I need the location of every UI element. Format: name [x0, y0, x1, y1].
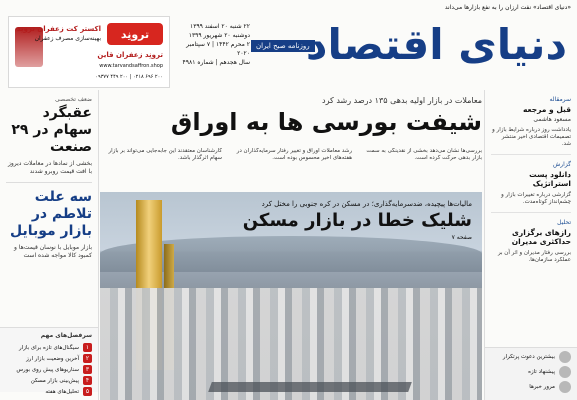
right-title-2: دانلود پست استراتژیک — [529, 170, 571, 188]
lead-paragraph: رشد معاملات اوراق و تغییر رفتار سرمایه‌گذاران در هفته‌های اخیر محسوس بوده است. — [236, 148, 352, 161]
ad-line-3: ترونِد زعفران قاین — [97, 51, 163, 59]
city-photo — [100, 192, 482, 400]
photo-title: شلیک خطا در بازار مسکن — [242, 210, 472, 231]
avatar-icon — [559, 351, 571, 363]
left-divider — [6, 182, 92, 183]
photo-note: صفحه ۷ — [451, 234, 472, 241]
right-column — [484, 90, 577, 400]
right-text-3: بررسی رفتار مدیران و اثر آن بر عملکرد سازمان‌ها. — [497, 250, 571, 263]
list-text: آخرین وضعیت بازار ارز — [26, 355, 79, 362]
left-headline-1: عقبگرد سهام در ۲۹ صنعت — [11, 105, 92, 155]
list-number: ۵ — [83, 387, 92, 396]
lead-paragraph: بررسی‌ها نشان می‌دهد بخشی از نقدینگی به سمت بازار بدهی حرکت کرده است. — [366, 148, 482, 161]
left-list-item — [6, 354, 92, 363]
date-line-1: ۲۲ شنبه ۲۰ اسفند ۱۳۹۹ — [190, 23, 250, 30]
left-summary-2: بازار موبایل با نوسان قیمت‌ها و کمبود کالا مواجه شده است — [14, 244, 92, 259]
lead-columns — [100, 148, 482, 188]
lead-paragraph: کارشناسان معتقدند این جابه‌جایی می‌تواند بر بازار سهام اثرگذار باشد. — [108, 148, 222, 161]
right-section-3: تحلیل — [557, 219, 571, 226]
left-list-title: سرفصل‌های مهم — [40, 332, 92, 339]
saffron-ad — [8, 16, 170, 88]
right-box-text: بیشترین دعوت پرتکرار — [502, 354, 555, 360]
left-kicker: ضعف تخصصی — [54, 96, 92, 103]
left-list-item — [6, 376, 92, 385]
date-block — [175, 22, 250, 67]
ad-line-1: اکستر کت زعفران ترونِد — [16, 25, 101, 33]
list-number: ۴ — [83, 376, 92, 385]
right-box-item — [491, 366, 571, 378]
right-text-1: یادداشت روز درباره شرایط بازار و تصمیمات اقتصادی اخیر منتشر شد. — [492, 127, 571, 147]
right-byline-1: مسعود هاشمی — [533, 116, 571, 123]
list-text: سناریوهای پیش روی بورس — [16, 366, 79, 373]
right-box-item — [491, 381, 571, 393]
jar-image — [15, 27, 43, 67]
highway — [208, 382, 412, 392]
left-list-item — [6, 365, 92, 374]
ad-url: www.tarvandsaffron.shop — [99, 63, 163, 69]
list-number: ۲ — [83, 354, 92, 363]
right-box-text: مرور خبرها — [529, 384, 555, 390]
right-divider-2 — [491, 212, 571, 213]
list-number: ۱ — [83, 343, 92, 352]
left-list-box — [0, 327, 98, 395]
left-summary-1: بخشی از نمادها در معاملات دیروز با افت قیمت روبرو شدند — [7, 160, 92, 175]
list-text: تحلیل‌های هفته — [45, 388, 79, 395]
right-section-2: گزارش — [552, 161, 571, 168]
right-box-text: پیشنهاد تازه — [528, 369, 555, 375]
right-divider-1 — [491, 154, 571, 155]
masthead-tagline: روزنامه صبح ایران — [251, 40, 315, 52]
list-text: سیگنال‌های تازه برای بازار — [19, 344, 79, 351]
date-line-3: ۲ محرم ۱۴۴۲ | ۷ سپتامبر ۲۰۲۰ — [186, 41, 250, 57]
right-section-1: سرمقاله — [549, 96, 571, 103]
right-title-1: قبل و مرجعه — [522, 105, 571, 114]
list-number: ۳ — [83, 365, 92, 374]
right-title-3: رازهای برگزاری حداکثری مدیران — [511, 228, 571, 246]
left-list-item — [6, 387, 92, 396]
list-text: پیش‌بینی بازار مسکن — [30, 377, 79, 384]
avatar-icon — [559, 381, 571, 393]
left-headline-2: سه علت تلاطم در بازار موبایل — [9, 189, 92, 239]
date-line-2: دوشنبه ۲۰ شهریور ۱۳۹۹ — [188, 32, 250, 39]
date-line-4: سال هجدهم | شماره ۴۹۸۱ — [182, 59, 250, 66]
right-box-item — [491, 351, 571, 363]
left-list-item — [6, 343, 92, 352]
right-text-2: گزارشی درباره تغییرات بازار و چشم‌انداز کوتاه‌مدت. — [501, 192, 571, 205]
left-column — [0, 90, 99, 400]
masthead — [247, 16, 567, 80]
main-headline: شیفت بورسی ها به اوراق — [170, 108, 482, 136]
top-strip-right: «دنیای اقتصاد» نفت ارزان را به نفع بازارها می‌داند — [444, 4, 571, 11]
masthead-title: دنیای اقتصاد — [305, 20, 567, 69]
main-story — [100, 90, 482, 400]
ad-phones: ۰۹۳۷۷ ۴۴۹ ۲۰۰ | ۰۲۱۸ ۶۹۶ ۲۰۰ — [95, 74, 163, 80]
ad-line-2: بهینه‌سازی مصرف زعفران — [34, 35, 101, 42]
photo-kicker: مالیات‌ها پیچیده، ضد‌سرمایه‌گذاری؛ در مسکن در کره جنوبی را مختل کرد — [261, 200, 472, 208]
main-kicker: معاملات در بازار اولیه بدهی ۱۳۵ درصد رشد کرد — [322, 96, 482, 105]
right-bottom-box — [485, 347, 577, 400]
brand-logo: ترونِد — [107, 23, 163, 45]
avatar-icon — [559, 366, 571, 378]
top-strip — [0, 0, 577, 16]
